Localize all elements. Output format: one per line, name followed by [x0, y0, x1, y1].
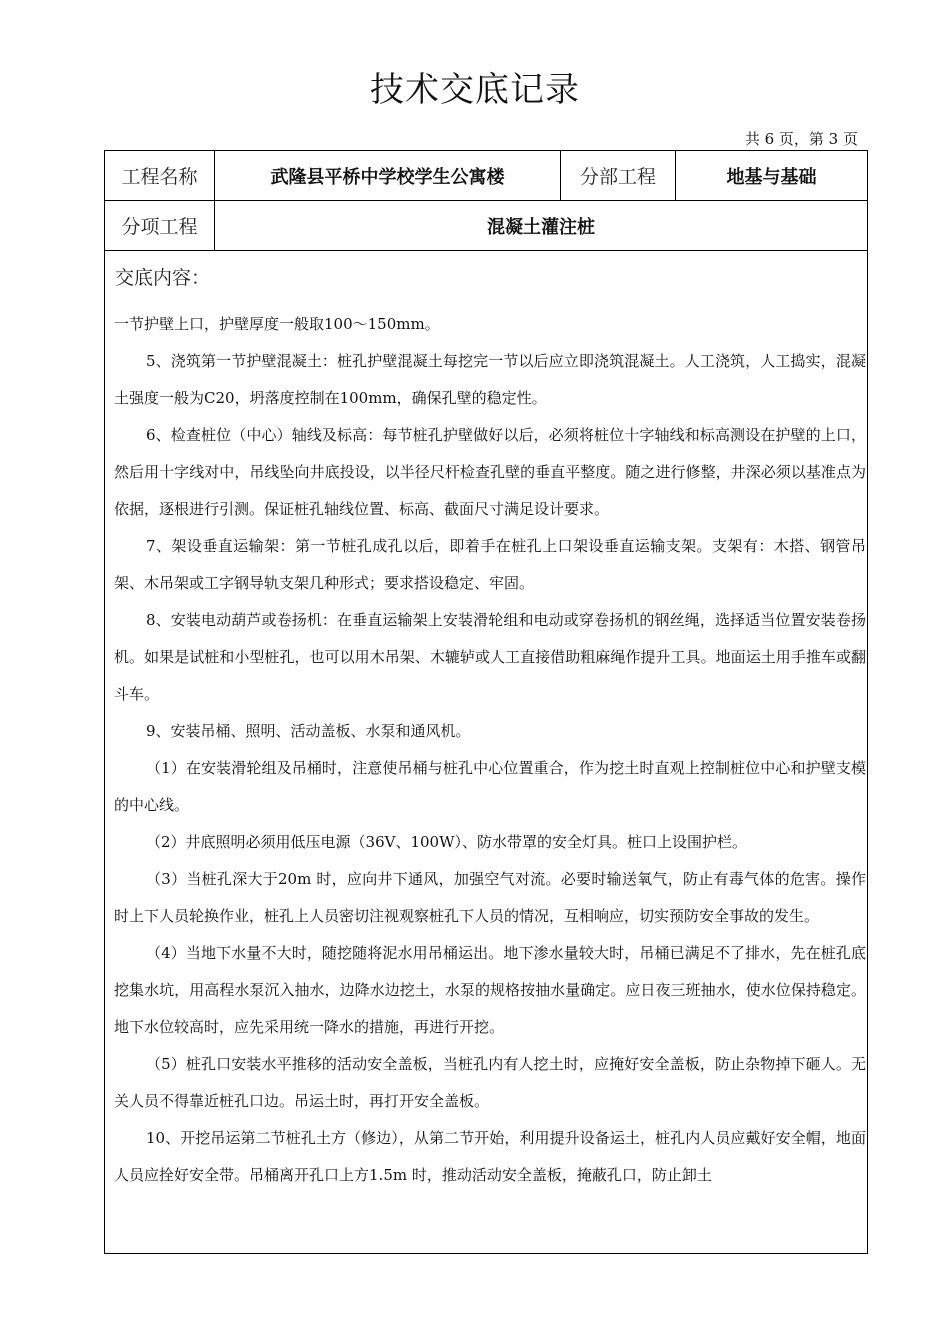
paragraph: （1）在安装滑轮组及吊桶时，注意使吊桶与桩孔中心位置重合，作为挖土时直观上控制桩位中心和护壁支模的中心线。: [114, 759, 866, 814]
subitem-label: 分项工程: [105, 201, 215, 250]
division-label: 分部工程: [561, 151, 676, 200]
paragraph: 8、安装电动葫芦或卷扬机：在垂直运输架上安装滑轮组和电动或穿卷扬机的钢丝绳，选择适当位置安装卷扬机。如果是试桩和小型桩孔，也可以用木吊架、木辘轳或人工直接借助粗麻绳作提升工具。地面运土用手推车或翻斗车。: [114, 611, 866, 703]
disclosure-form: [104, 150, 868, 1254]
paragraph: （4）当地下水量不大时，随挖随将泥水用吊桶运出。地下渗水量较大时，吊桶已满足不了排水，先在桩孔底挖集水坑，用高程水泵沉入抽水，边降水边挖土，水泵的规格按抽水量确定。应日夜三班抽水，使水位保持稳定。地下水位较高时，应先采用统一降水的措施，再进行开挖。: [114, 944, 866, 1036]
project-row: [105, 151, 867, 201]
paragraph: 6、检查桩位（中心）轴线及标高：每节桩孔护壁做好以后，必须将桩位十字轴线和标高测设在护壁的上口，然后用十字线对中，吊线坠向井底投设，以半径尺杆检查孔壁的垂直平整度。随之进行修整，井深必须以基准点为依据，逐根进行引测。保证桩孔轴线位置、标高、截面尺寸满足设计要求。: [114, 426, 866, 518]
content-label: 交底内容：: [115, 267, 211, 289]
project-name-label: 工程名称: [105, 151, 215, 200]
paragraph: 9、安装吊桶、照明、活动盖板、水泵和通风机。: [146, 722, 471, 740]
paragraph: （2）井底照明必须用低压电源（36V、100W）、防水带罩的安全灯具。桩口上设围护栏。: [146, 833, 748, 851]
subitem-value: 混凝土灌注桩: [487, 216, 595, 238]
disclosure-body: [114, 306, 866, 1194]
paragraph: 一节护壁上口，护壁厚度一般取100～150mm。: [114, 315, 440, 333]
project-name-value: 武隆县平桥中学校学生公寓楼: [215, 151, 561, 200]
paragraph: 5、浇筑第一节护壁混凝土：桩孔护壁混凝土每挖完一节以后应立即浇筑混凝土。人工浇筑，人工捣实，混凝土强度一般为C20，坍落度控制在100mm，确保孔壁的稳定性。: [114, 352, 866, 407]
paragraph: 10、开挖吊运第二节桩孔土方（修边），从第二节开始，利用提升设备运土，桩孔内人员应戴好安全帽，地面人员应拴好安全带。吊桶离开孔口上方1.5m 时，推动活动安全盖板，掩蔽孔口，防止卸土: [114, 1129, 866, 1184]
page-title: 技术交底记录: [370, 70, 580, 110]
division-value: 地基与基础: [726, 166, 817, 188]
subitem-row: [105, 201, 867, 251]
page-counter: 共 6 页，第 3 页: [744, 130, 858, 148]
paragraph: （5）桩孔口安装水平推移的活动安全盖板，当桩孔内有人挖土时，应掩好安全盖板，防止杂物掉下砸人。无关人员不得靠近桩孔口边。吊运土时，再打开安全盖板。: [114, 1055, 866, 1110]
paragraph: （3）当桩孔深大于20m 时，应向井下通风，加强空气对流。必要时输送氧气，防止有毒气体的危害。操作时上下人员轮换作业，桩孔上人员密切注视观察桩孔下人员的情况，互相响应，切实预防安全事故的发生。: [114, 870, 866, 925]
paragraph: 7、架设垂直运输架：第一节桩孔成孔以后，即着手在桩孔上口架设垂直运输支架。支架有：木搭、钢管吊架、木吊架或工字钢导轨支架几种形式；要求搭设稳定、牢固。: [114, 537, 866, 592]
